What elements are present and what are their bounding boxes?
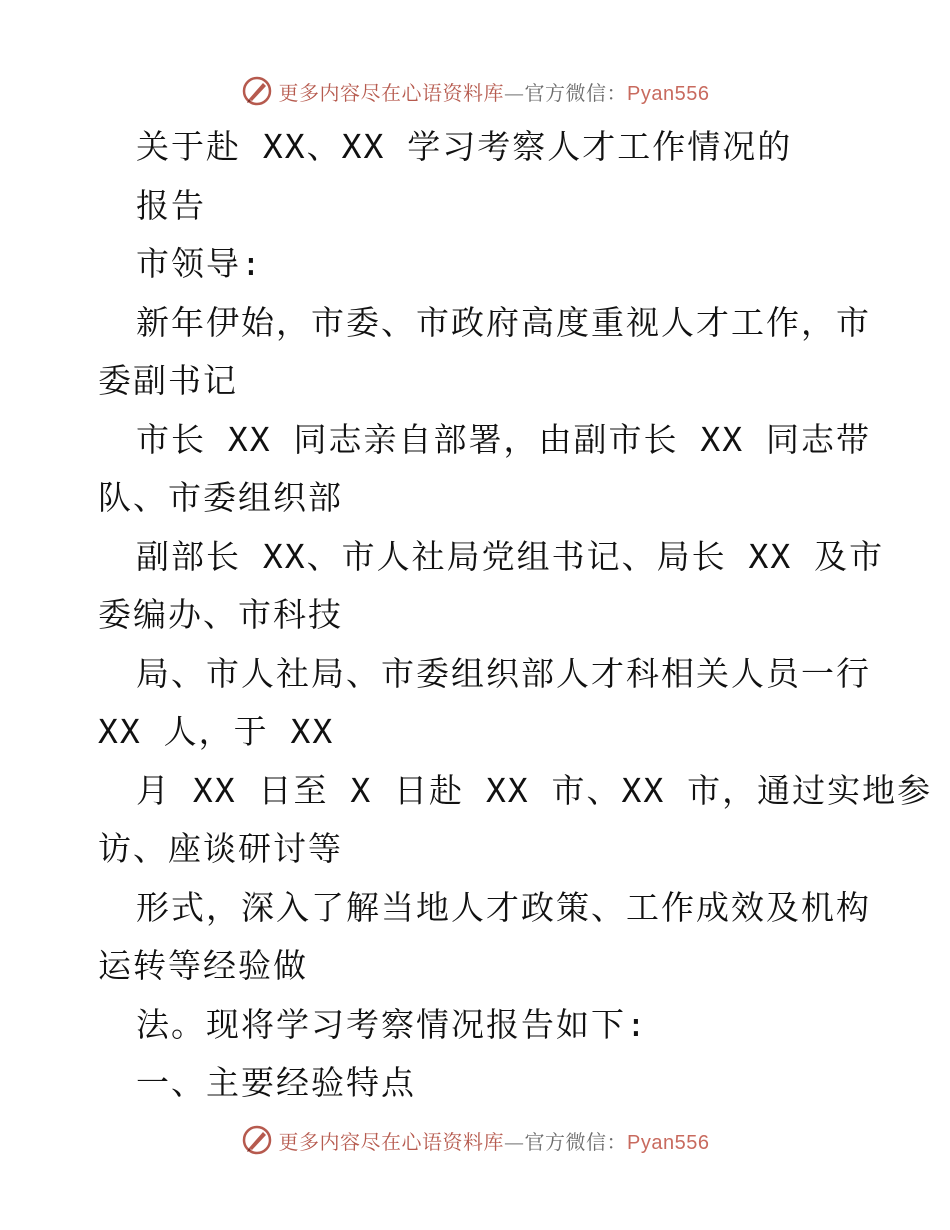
text-line: 新年伊始，市委、市政府高度重视人才工作，市	[136, 302, 871, 342]
watermark-text	[279, 1126, 710, 1155]
text-line: 法。现将学习考察情况报告如下:	[136, 1004, 648, 1044]
text-line: 访、座谈研讨等	[98, 829, 343, 868]
watermark-wechat-id: Pyan556	[627, 1131, 710, 1154]
text-line: 委副书记	[98, 361, 238, 400]
watermark-text	[279, 77, 710, 106]
text-line: 副部长 XX、市人社局党组书记、局长 XX 及市	[136, 536, 885, 576]
text-line: 队、市委组织部	[98, 478, 343, 517]
watermark-banner-bottom	[0, 1120, 950, 1160]
text-line: 形式，深入了解当地人才政策、工作成效及机构	[136, 887, 871, 927]
text-line: 运转等经验做	[98, 946, 308, 985]
text-line: 报告	[136, 185, 206, 225]
text-line: 关于赴 XX、XX 学习考察人才工作情况的	[136, 127, 793, 166]
watermark-site-text: 更多内容尽在心语资料库	[278, 80, 505, 105]
watermark-wechat-label: 官方微信：	[524, 80, 628, 105]
text-line: XX 人，于 XX	[98, 712, 335, 751]
text-line: 一、主要经验特点	[136, 1063, 416, 1102]
text-line: 月 XX 日至 X 日赴 XX 市、XX 市，通过实地参	[136, 770, 933, 810]
watermark-banner-top	[0, 71, 950, 111]
document-body	[98, 118, 933, 1113]
text-line: 委编办、市科技	[98, 595, 343, 634]
text-line: 局、市人社局、市委组织部人才科相关人员一行	[136, 653, 871, 693]
quill-pen-logo-icon	[241, 1124, 273, 1156]
text-line: 市长 XX 同志亲自部署，由副市长 XX 同志带	[136, 419, 871, 459]
quill-pen-logo-icon	[241, 75, 273, 107]
watermark-site-text: 更多内容尽在心语资料库	[278, 1129, 505, 1154]
watermark-separator: —	[504, 1129, 525, 1154]
watermark-wechat-id: Pyan556	[627, 82, 710, 105]
watermark-wechat-label: 官方微信：	[524, 1129, 628, 1154]
watermark-separator: —	[504, 80, 525, 105]
text-line: 市领导:	[136, 244, 263, 283]
